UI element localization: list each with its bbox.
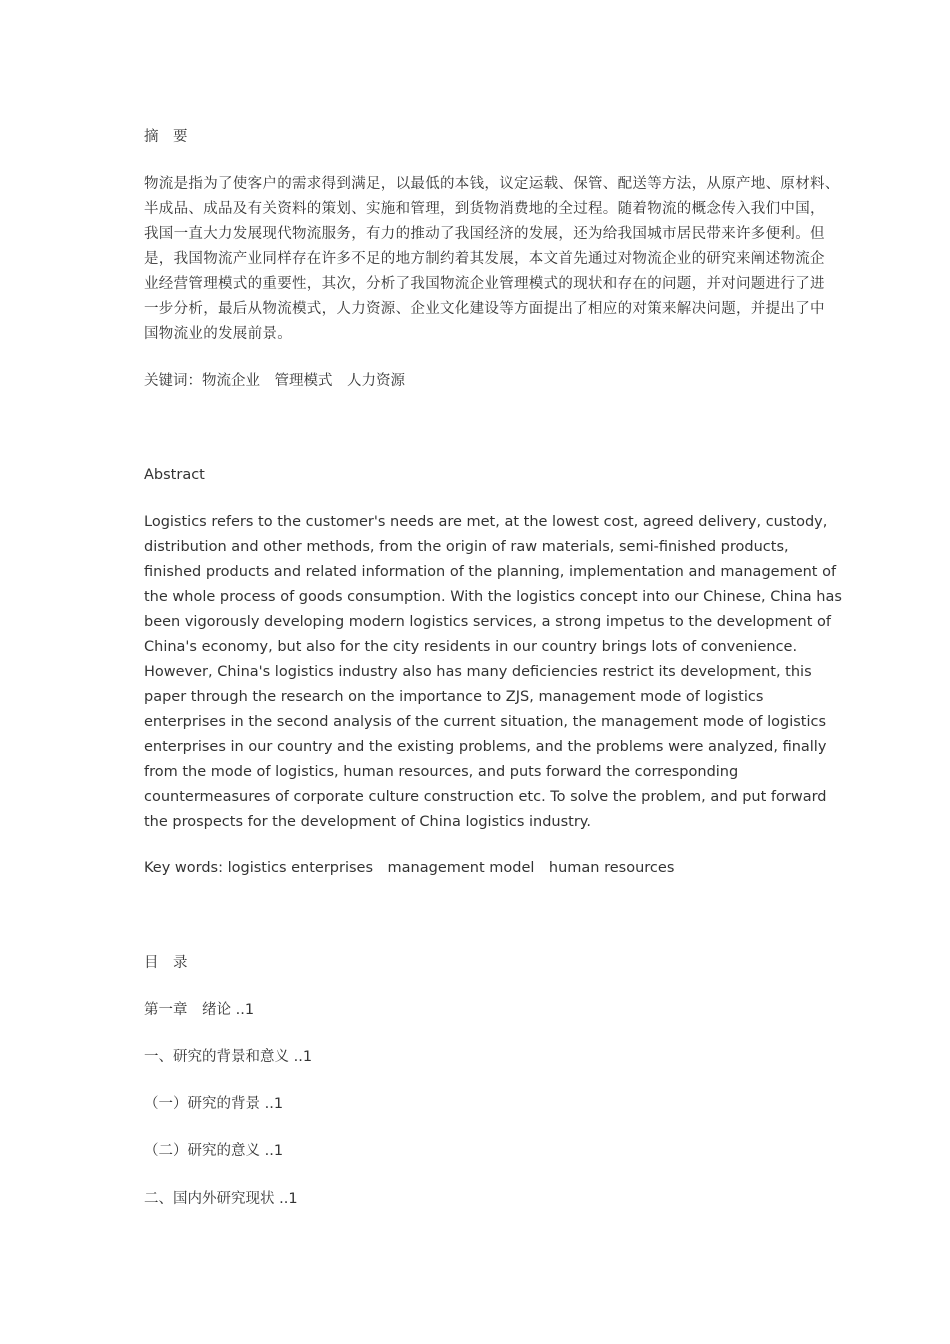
abstract-cn-line: 业经营管理模式的重要性，其次，分析了我国物流企业管理模式的现状和存在的问题，并对问题进行了进 [144,276,825,292]
abstract-cn-line: 国物流业的发展前景。 [144,326,292,342]
abstract-en-line: enterprises in our country and the existing problems, and the problems were analyzed, finally [144,739,827,755]
abstract-en-heading: Abstract [144,467,205,483]
abstract-en-line: been vigorously developing modern logistics services, a strong impetus to the development of [144,614,832,630]
abstract-cn-heading: 摘 要 [144,129,188,145]
toc-item[interactable]: 第一章 绪论 ..1 [144,1002,255,1018]
abstract-cn-line: 半成品、成品及有关资料的策划、实施和管理，到货物消费地的全过程。随着物流的概念传入我们中国， [144,201,825,217]
abstract-en-line: China's economy, but also for the city residents in our country brings lots of convenience. [144,639,798,655]
abstract-cn-line: 物流是指为了使客户的需求得到满足，以最低的本钱，议定运载、保管、配送等方法，从原产地、原材料、 [144,176,840,192]
abstract-en-line: finished products and related information of the planning, implementation and management of [144,564,837,580]
abstract-cn-line: 是，我国物流产业同样存在许多不足的地方制约着其发展，本文首先通过对物流企业的研究来阐述物流企 [144,251,825,267]
abstract-en-line: the prospects for the development of China logistics industry. [144,814,591,830]
abstract-en-line: from the mode of logistics, human resources, and puts forward the corresponding [144,764,739,780]
abstract-en-line: paper through the research on the importance to ZJS, management mode of logistics [144,689,764,705]
abstract-en-line: countermeasures of corporate culture construction etc. To solve the problem, and put forward [144,789,827,805]
abstract-cn-line: 我国一直大力发展现代物流服务，有力的推动了我国经济的发展，还为给我国城市居民带来许多便利。但 [144,226,825,242]
toc-item[interactable]: （一）研究的背景 ..1 [144,1096,284,1112]
abstract-en-line: enterprises in the second analysis of the current situation, the management mode of logistics [144,714,827,730]
abstract-en-line: the whole process of goods consumption. With the logistics concept into our Chinese, China has [144,589,842,605]
toc-item[interactable]: 二、国内外研究现状 ..1 [144,1191,298,1207]
toc-item[interactable]: （二）研究的意义 ..1 [144,1143,284,1159]
abstract-en-line: distribution and other methods, from the origin of raw materials, semi-finished products, [144,539,789,555]
abstract-en-keywords: Key words: logistics enterprises management model human resources [144,860,675,876]
abstract-en-line: Logistics refers to the customer's needs are met, at the lowest cost, agreed delivery, custody, [144,514,828,530]
abstract-cn-body [144,172,840,347]
abstract-en-body [144,510,842,835]
abstract-cn-keywords: 关键词：物流企业 管理模式 人力资源 [144,373,405,389]
abstract-en-line: However, China's logistics industry also has many deficiencies restrict its development, this [144,664,812,680]
toc-heading: 目 录 [144,955,188,971]
toc-item[interactable]: 一、研究的背景和意义 ..1 [144,1049,313,1065]
abstract-cn-line: 一步分析，最后从物流模式，人力资源、企业文化建设等方面提出了相应的对策来解决问题，并提出了中 [144,301,825,317]
